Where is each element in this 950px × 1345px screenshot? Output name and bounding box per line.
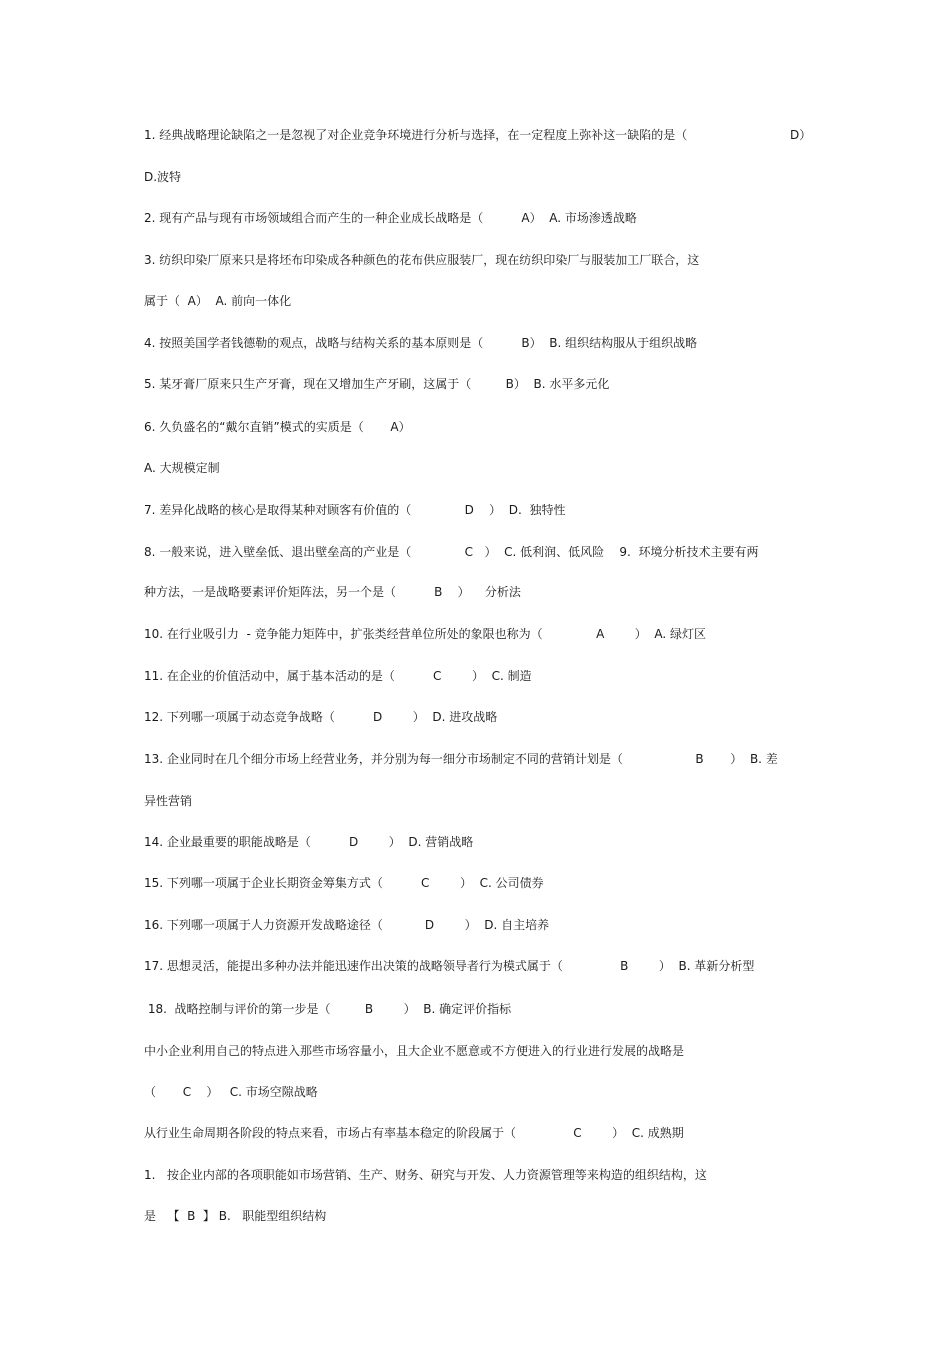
text-line-13: 10. 在行业吸引力 - 竞争能力矩阵中，扩张类经营单位所处的象限也称为（ A ） A. 绿灯区 bbox=[144, 627, 707, 641]
text-line-22: 18. 战略控制与评价的第一步是（ B ） B. 确定评价指标 bbox=[144, 1002, 512, 1016]
text-line-15: 12. 下列哪一项属于动态竞争战略（ D ） D. 进攻战略 bbox=[144, 710, 498, 724]
text-line-26: 1. 按企业内部的各项职能如市场营销、生产、财务、研究与开发、人力资源管理等来构造的组织结构，这 bbox=[144, 1168, 707, 1182]
text-line-25: 从行业生命周期各阶段的特点来看，市场占有率基本稳定的阶段属于（ C ） C. 成熟期 bbox=[144, 1126, 684, 1140]
text-line-18: 14. 企业最重要的职能战略是（ D ） D. 营销战略 bbox=[144, 835, 474, 849]
text-line-1: 1. 经典战略理论缺陷之一是忽视了对企业竞争环境进行分析与选择，在一定程度上弥补这一缺陷的是（ bbox=[144, 128, 688, 142]
text-line-16: 13. 企业同时在几个细分市场上经营业务，并分别为每一细分市场制定不同的营销计划是（ B ） B. 差 bbox=[144, 752, 778, 766]
text-line-9: A. 大规模定制 bbox=[144, 461, 220, 475]
q1-answer: D） bbox=[790, 128, 812, 142]
text-line-11: 8. 一般来说，进入壁垒低、退出壁垒高的产业是（ C ） C. 低利润、低风险 9. 环境分析技术主要有两 bbox=[144, 545, 759, 559]
text-line-14: 11. 在企业的价值活动中，属于基本活动的是（ C ） C. 制造 bbox=[144, 669, 532, 683]
text-line-17: 异性营销 bbox=[144, 794, 193, 808]
text-line-2: D.波特 bbox=[144, 170, 182, 184]
text-line-8: 6. 久负盛名的“戴尔直销”模式的实质是（ A） bbox=[144, 420, 411, 434]
text-line-20: 16. 下列哪一项属于人力资源开发战略途径（ D ） D. 自主培养 bbox=[144, 918, 550, 932]
text-line-12: 种方法，一是战略要素评价矩阵法，另一个是（ B ） 分析法 bbox=[144, 585, 521, 599]
text-line-5: 属于（ A） A. 前向一体化 bbox=[144, 294, 292, 308]
text-line-6: 4. 按照美国学者钱德勒的观点，战略与结构关系的基本原则是（ B） B. 组织结构服从于组织战略 bbox=[144, 336, 698, 350]
text-line-19: 15. 下列哪一项属于企业长期资金筹集方式（ C ） C. 公司债券 bbox=[144, 876, 544, 890]
text-line-3: 2. 现有产品与现有市场领域组合而产生的一种企业成长战略是（ A） A. 市场渗透战略 bbox=[144, 211, 637, 225]
text-line-7: 5. 某牙膏厂原来只生产牙膏，现在又增加生产牙刷，这属于（ B） B. 水平多元化 bbox=[144, 377, 610, 391]
text-line-24: （ C ） C. 市场空隙战略 bbox=[144, 1085, 318, 1099]
text-line-27: 是 【 B 】 B. 职能型组织结构 bbox=[144, 1209, 327, 1223]
text-line-21: 17. 思想灵活，能提出多种办法并能迅速作出决策的战略领导者行为模式属于（ B ） B. 革新分析型 bbox=[144, 959, 755, 973]
text-line-23: 中小企业利用自己的特点进入那些市场容量小，且大企业不愿意或不方便进入的行业进行发展的战略是 bbox=[144, 1044, 685, 1058]
text-line-10: 7. 差异化战略的核心是取得某种对顾客有价值的（ D ） D. 独特性 bbox=[144, 503, 566, 517]
text-line-4: 3. 纺织印染厂原来只是将坯布印染成各种颜色的花布供应服装厂，现在纺织印染厂与服装加工厂联合，这 bbox=[144, 253, 700, 267]
